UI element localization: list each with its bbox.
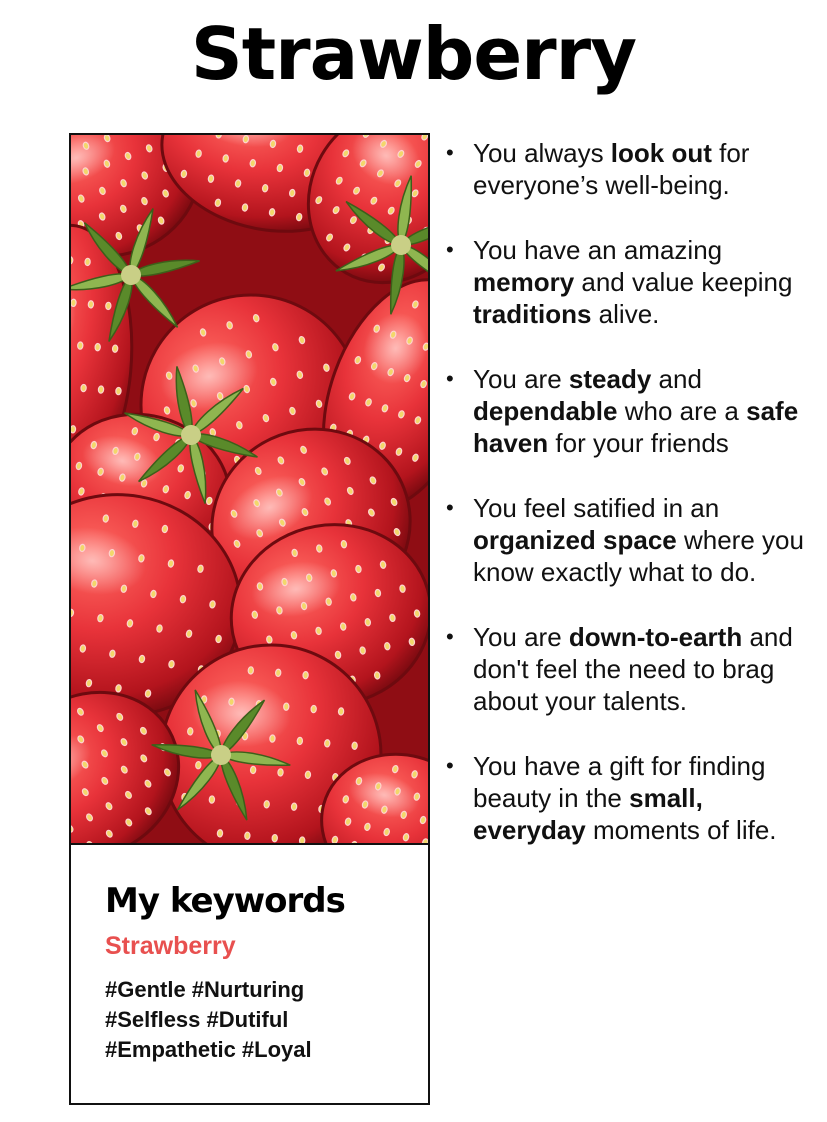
trait-item	[440, 363, 810, 459]
keywords-heading: My keywords	[105, 881, 345, 921]
trait-emphasis: look out	[610, 138, 712, 168]
trait-text: You feel satified in an	[473, 493, 720, 523]
bullet-icon: •	[446, 366, 454, 391]
trait-text: and value keeping	[574, 267, 793, 297]
bullet-icon: •	[446, 495, 454, 520]
tag-line: #Selfless #Dutiful	[105, 1007, 289, 1032]
keywords-fruit-name: Strawberry	[105, 932, 236, 960]
trait-item	[440, 137, 810, 201]
trait-text: where you know exactly what to do.	[473, 525, 804, 587]
trait-emphasis: small, everyday	[473, 783, 703, 845]
trait-text: You have an amazing	[473, 235, 723, 265]
trait-item	[440, 621, 810, 717]
trait-text: who are a	[617, 396, 747, 426]
trait-text: alive.	[591, 299, 660, 329]
tag-line: #Gentle #Nurturing	[105, 977, 305, 1002]
tag-line: #Empathetic #Loyal	[105, 1037, 312, 1062]
traits-list	[440, 137, 810, 879]
bullet-icon: •	[446, 237, 454, 262]
trait-text: and don't feel the need to brag about your talents.	[473, 622, 793, 716]
trait-emphasis: dependable	[473, 396, 618, 426]
trait-item	[440, 750, 810, 846]
trait-emphasis: steady	[568, 364, 652, 394]
strawberry-photo	[71, 135, 428, 845]
trait-emphasis: down-to-earth	[568, 622, 743, 652]
bullet-icon: •	[446, 140, 454, 165]
trait-emphasis: safe haven	[473, 396, 799, 458]
trait-emphasis: organized space	[473, 525, 677, 555]
trait-text: You always	[473, 138, 611, 168]
trait-text: and	[651, 364, 702, 394]
trait-item	[440, 492, 810, 588]
trait-text: You are	[473, 622, 569, 652]
keywords-tags	[105, 975, 405, 1065]
trait-text: moments of life.	[585, 815, 777, 845]
keywords-section	[105, 881, 405, 1065]
keyword-card	[69, 133, 430, 1105]
trait-emphasis: memory	[473, 267, 575, 297]
trait-text: for everyone’s well-being.	[473, 138, 750, 200]
bullet-icon: •	[446, 753, 454, 778]
trait-text: You are	[473, 364, 569, 394]
trait-item	[440, 234, 810, 330]
trait-text: You have a gift for finding beauty in the	[473, 751, 766, 813]
page-title: Strawberry	[190, 12, 637, 96]
trait-emphasis: traditions	[473, 299, 592, 329]
bullet-icon: •	[446, 624, 454, 649]
trait-text: for your friends	[548, 428, 729, 458]
